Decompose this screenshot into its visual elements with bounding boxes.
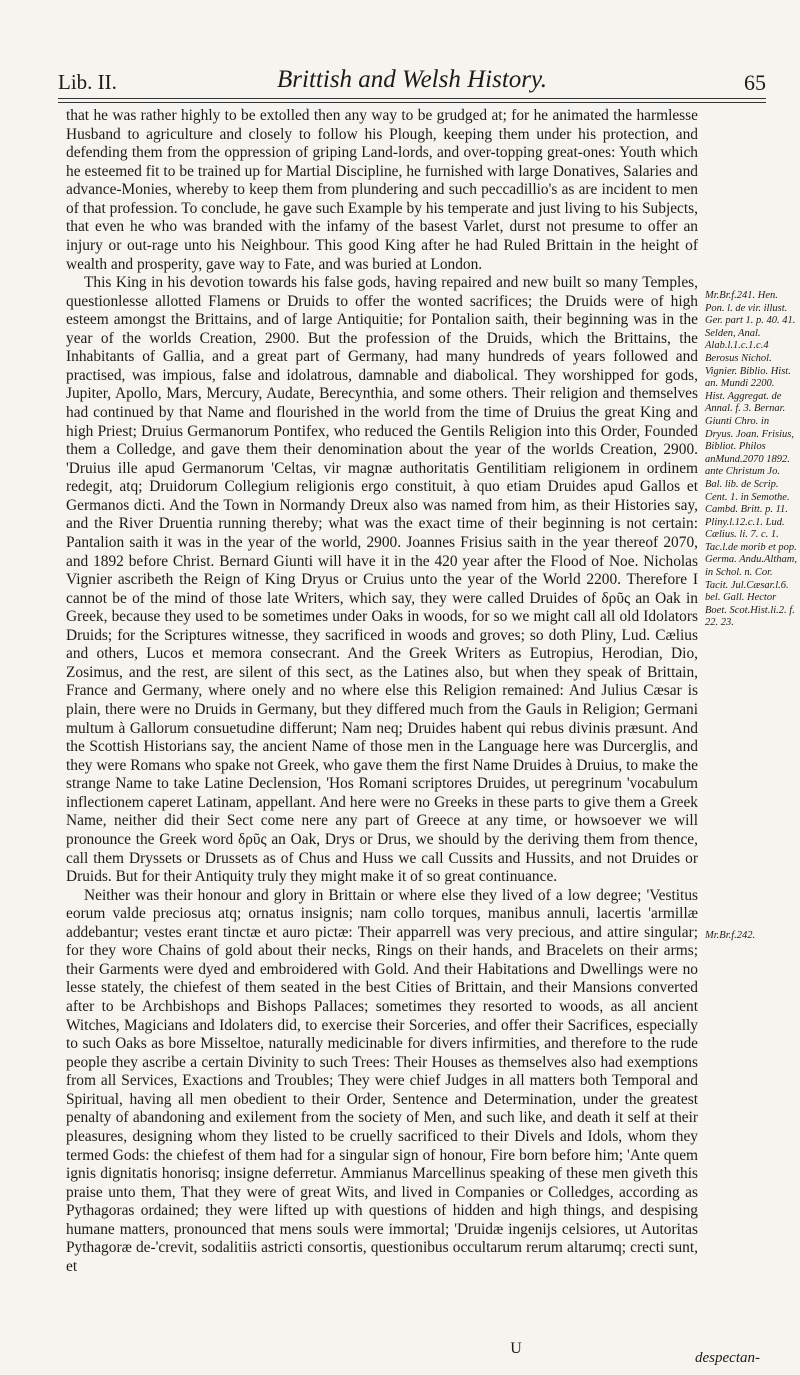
header-rule-bottom	[58, 102, 766, 103]
paragraph-3: Neither was their honour and glory in Brittain or where else they lived of a low degree; 'Vestitus eorum valde preciosus atq; ornatus insignis; nam collo torques, manibus annuli, lacertis 'armillæ addebantur; vestes erant tinctæ et auro pictæ: Their apparrell was very precious, and attire singular; for they wore Chains of gold about their necks, Rings on their hands, and Bracelets on their arms; their Garments were dyed and embroidered with Gold. And their Habitations and Dwellings were no lesse stately, the chiefest of them seated in the best Cities of Brittain, and their Mansions converted after to be Archbishops and Bishops Pallaces; sometimes they resorted to woods, as all ancient Witches, Magicians and Idolaters did, to exercise their Sorceries, and offer their Sacrifices, especially to such Oaks as bore Misseltoe, naturally medicinable for divers infirmities, and therefore to the rude people they ascribe a certain Divinity to such Trees: Their Houses as themselves also had exemptions from all Services, Exactions and Troubles; They were chief Judges in all matters both Temporal and Spiritual, having all men obedient to their Order, Sentence and Determination, under the greatest penalty of abandoning and exilement from the society of Men, and such like, and death it self at their pleasures, designing whom they listed to be cruelly sacrificed to their Divels and Idols, whom they termed Gods: the chiefest of them had for a singular sign of honour, Fire born before him; 'Ante quem ignis dignitatis honorisq; insigne deferretur. Ammianus Marcellinus speaking of these men giveth this praise unto them, That they were of great Wits, and lived in Companies or Colledges, according as Pythagoras ordained; they were lifted up with questions of hidden and high things, and despising humane matters, pronounced that mens souls were immortal; 'Druidæ ingenijs celsiores, ut Autoritas Pythagoræ de-'crevit, sodalitiis astricti consortis, questionibus occultarum rerum altarumq; crecti sunt, et	[66, 886, 698, 1275]
book-number: Lib. II.	[58, 70, 117, 94]
margin-note-1: Mr.Br.f.241. Hen. Pon. l. de vir. illust. Ger. part 1. p. 40. 41. Selden, Anal. Alab.l.1.c.1.c.4 Berosus Nichol. Vignier. Biblio. Hist. an. Mundi 2200. Hist. Aggregat. de Annal. f. 3. Bernar. Giunti Chro. in Dryus. Joan. Frisius, Bibliot. Philos anMund.2070 1892. ante Christum Jo. Bal. lib. de Scrip. Cent. 1. in Semothe. Cambd. Britt. p. 11. Pliny.l.12.c.1. Lud. Cælius. li. 7. c. 1. Tac.l.de morib et pop. Germa. Andu.Altham, in Schol. n. Cor. Tacit. Jul.Cæsar.l.6. bel. Gall. Hector Boet. Scot.Hist.li.2. f. 22. 23.	[705, 290, 797, 629]
paragraph-1: that he was rather highly to be extolled then any way to be grudged at; for he animated the harmlesse Husband to agriculture and closely to follow his Plough, keeping them under his protection, and defending them from the oppression of griping Land-lords, and over-topping great-ones: Youth which he esteemed fit to be trained up for Martial Discipline, he furnished with large Donatives, Salaries and advance-Monies, whereby to keep them from plundering and such peccadillio's as are incident to men of that profession. To conclude, he gave such Example by his temperate and just living to his Subjects, that even he who was branded with the infamy of the basest Varlet, durst not presume to offer an injury or out-rage unto his Neighbour. This good King after he had Ruled Brittain in the height of wealth and prosperity, gave way to Fate, and was buried at London.	[66, 107, 698, 273]
catchword: despectan-	[695, 1350, 760, 1366]
paragraph-2: This King in his devotion towards his false gods, having repaired and new built so many Temples, questionlesse allotted Flamens or Druids to offer the wonted sacrifices; the Druids were of high esteem amongst the Brittains, and of large Antiquitie; for Pontalion saith, their beginning was in the year of the worlds Creation, 2900. But the profession of the Druids, which the Brittains, the Inhabitants of Gallia, and a great part of Germany, had many hundreds of years followed and practised, was impious, false and idolatrous, damnable and diabolical. They worshipped for gods, Jupiter, Apollo, Mars, Mercury, Audate, Berecynthia, and some others. Their religion and themselves had continued by that Name and flourished in the world from the time of Druius the great King and high Priest; Druius Germanorum Pontifex, who reduced the Gentils Religion into this Order, Founded them a Colledge, and gave them their denomination about the year of the worlds Creation, 2900. 'Druius ille apud Germanorum 'Celtas, vir magnæ authoritatis Gentilitiam religionem in ordinem redegit, atq; Druidorum Collegium religionis ergo constituit, à quo etiam Druides apud Gallos et Germanos dicti. And the Town in Normandy Dreux also was named from him, as their Histories say, and the River Druentia running thereby; what was the exact time of their beginning is not certain: Pantalion saith it was in the year of the world, 2900. Joannes Frisius saith in the year thereof 2070, and 1892 before Christ. Bernard Giunti will have it in the 420 year after the Flood of Noe. Nicholas Vignier ascribeth the Reign of King Dryus or Cruius unto the year of the World 2200. Therefore I cannot be of the mind of those late Writers, which say, they were called Druides of δρῦς an Oak in Greek, because they used to be sometimes under Oaks in woods, for so we might call all old Idolators Druids; for the Scriptures witnesse, they sacrificed in woods and groves; so doth Pliny, Lud. Cælius and others, Lucos et memora consecrant. And the Greek Writers as Eutropius, Herodian, Dio, Zosimus, and the rest, are silent of this sect, as the Latines also, but when they speak of Brittain, France and Germany, where onely and no where else this Religion remained: And Julius Cæsar is plain, there were no Druids in Germany, but they differed much from the Gauls in Religion; Germani multum à Gallorum consuetudine differunt; Nam neq; Druides habent qui rebus divinis præsunt. And the Scottish Historians say, the ancient Name of those men in the Language here was Durcerglis, and they were Romans who spake not Greek, who gave them the first Name Druides à Druius, to make the strange Name to take Latine Declension, 'Hos Romani scriptores Druides, ut peregrinum 'vocabulum inflectionem caperet Latinam, appellant. And here were no Greeks in these parts to give them a Greek Name, neither did their Sect come nere any part of Greece at any time, or howsoever we will pronounce the Greek word δρῦς an Oak, Drys or Drus, we should by the deriving them from thence, call them Dryssets or Drussets as of Chus and Huss we call Cussits and Hussits, and not Druides or Druids. But for their Antiquity truly they might make it of so great continuance.	[66, 274, 698, 886]
header-rule-top	[58, 98, 766, 99]
page-number: 65	[744, 70, 766, 95]
margin-notes	[705, 290, 797, 949]
margin-note-2: Mr.Br.f.242.	[705, 930, 756, 942]
signature-mark: U	[510, 1340, 522, 1357]
running-header	[58, 58, 766, 98]
running-title: Brittish and Welsh History.	[277, 66, 547, 93]
main-text	[66, 107, 698, 1347]
